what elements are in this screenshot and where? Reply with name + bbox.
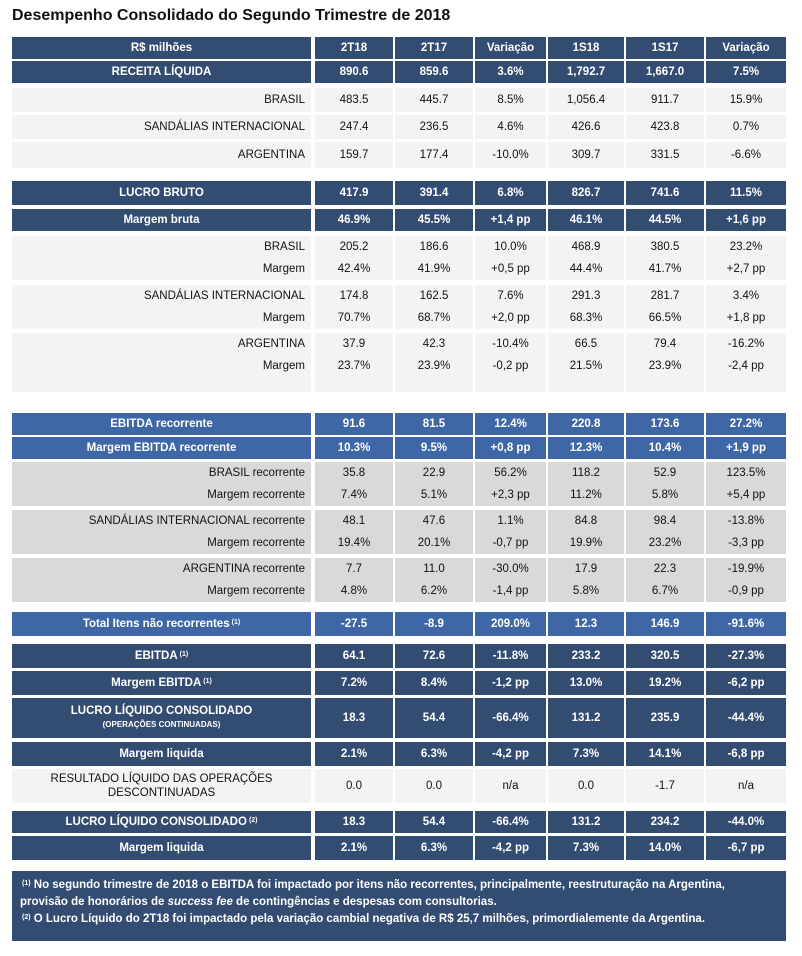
table-cell: -6,2 pp bbox=[706, 671, 786, 695]
table-cell: 14.0% bbox=[626, 836, 704, 860]
table-cell: 0.7% bbox=[706, 115, 786, 139]
table-cell: 123.5% bbox=[706, 462, 786, 484]
table-cell: 18.3 bbox=[315, 698, 393, 738]
table-cell: -66.4% bbox=[475, 698, 546, 738]
table-cell: +2,0 pp bbox=[475, 307, 546, 329]
table-cell: +1,8 pp bbox=[706, 307, 786, 329]
row-label bbox=[12, 644, 311, 668]
row-label-text: BRASIL bbox=[264, 241, 305, 253]
table-cell: 23.7% bbox=[315, 355, 393, 377]
table-cell: 23.9% bbox=[395, 355, 473, 377]
table-cell: 23.2% bbox=[626, 532, 704, 554]
column-header: 1S17 bbox=[626, 37, 704, 59]
table-cell: 19.4% bbox=[315, 532, 393, 554]
table-cell: 445.7 bbox=[395, 88, 473, 112]
page-title: Desempenho Consolidado do Segundo Trimestre de 2018 bbox=[12, 7, 451, 24]
table-cell: 146.9 bbox=[626, 612, 704, 636]
row-label-text: BRASIL bbox=[264, 94, 305, 106]
table-cell: 79.4 bbox=[626, 333, 704, 355]
table-cell: 468.9 bbox=[548, 236, 624, 258]
table-cell: 118.2 bbox=[548, 462, 624, 484]
footnotes bbox=[12, 871, 786, 941]
table-cell: 72.6 bbox=[395, 644, 473, 668]
table-cell bbox=[395, 377, 473, 392]
row-label bbox=[12, 612, 311, 636]
table-cell: -11.8% bbox=[475, 644, 546, 668]
table-cell: 15.9% bbox=[706, 88, 786, 112]
table-cell: 44.5% bbox=[626, 209, 704, 231]
row-label bbox=[12, 510, 311, 532]
table-cell: 4.6% bbox=[475, 115, 546, 139]
table-cell: 0.0 bbox=[395, 769, 473, 803]
table-cell: 1,667.0 bbox=[626, 61, 704, 83]
column-header: R$ milhões bbox=[12, 37, 311, 59]
row-label bbox=[12, 836, 311, 860]
table-cell: 11.5% bbox=[706, 181, 786, 205]
table-cell: 19.2% bbox=[626, 671, 704, 695]
table-cell: 911.7 bbox=[626, 88, 704, 112]
row-label-text: EBITDA recorrente bbox=[110, 418, 213, 430]
table-cell: -19.9% bbox=[706, 558, 786, 580]
table-cell: -91.6% bbox=[706, 612, 786, 636]
table-cell: 23.2% bbox=[706, 236, 786, 258]
footnote-2: $^{(2)}$ O Lucro Líquido do 2T18 foi impactado pela variação cambial negativa de R$ 25,7 milhões, primordialemente da Argentina. bbox=[22, 913, 705, 925]
table-cell: 56.2% bbox=[475, 462, 546, 484]
row-label bbox=[12, 355, 311, 377]
row-label-text: Margem bbox=[262, 263, 305, 275]
table-cell: 7.5% bbox=[706, 61, 786, 83]
column-header: Variação bbox=[475, 37, 546, 59]
row-label-text: Total Itens não recorrentes bbox=[82, 618, 230, 630]
table-cell: 20.1% bbox=[395, 532, 473, 554]
table-cell: 52.9 bbox=[626, 462, 704, 484]
table-cell bbox=[626, 377, 704, 392]
table-cell: 4.8% bbox=[315, 580, 393, 602]
table-cell: -66.4% bbox=[475, 811, 546, 833]
row-label-text: EBITDA bbox=[134, 650, 178, 662]
table-cell: 6.7% bbox=[626, 580, 704, 602]
row-label-text: SANDÁLIAS INTERNACIONAL bbox=[143, 121, 305, 133]
table-cell: 131.2 bbox=[548, 811, 624, 833]
row-label-text: Margem recorrente bbox=[207, 585, 305, 597]
row-label-text: RESULTADO LÍQUIDO DAS OPERAÇÕES bbox=[50, 773, 273, 785]
table-cell: 41.7% bbox=[626, 258, 704, 280]
table-cell: 10.0% bbox=[475, 236, 546, 258]
table-cell: -3,3 pp bbox=[706, 532, 786, 554]
table-cell: 41.9% bbox=[395, 258, 473, 280]
row-label-text: Margem EBITDA bbox=[111, 677, 202, 689]
table-cell: 17.9 bbox=[548, 558, 624, 580]
table-cell: 890.6 bbox=[315, 61, 393, 83]
table-cell: 11.0 bbox=[395, 558, 473, 580]
table-cell: +1,6 pp bbox=[706, 209, 786, 231]
table-cell: 66.5% bbox=[626, 307, 704, 329]
table-cell: 220.8 bbox=[548, 413, 624, 435]
table-cell: 68.7% bbox=[395, 307, 473, 329]
row-label-text: LUCRO BRUTO bbox=[119, 187, 204, 199]
table-cell: 47.6 bbox=[395, 510, 473, 532]
table-cell: 81.5 bbox=[395, 413, 473, 435]
table-cell: 91.6 bbox=[315, 413, 393, 435]
table-cell: +1,9 pp bbox=[706, 437, 786, 459]
table-cell: 11.2% bbox=[548, 484, 624, 506]
table-cell: 12.3 bbox=[548, 612, 624, 636]
table-cell: 19.9% bbox=[548, 532, 624, 554]
table-cell: -1,2 pp bbox=[475, 671, 546, 695]
table-cell: 281.7 bbox=[626, 285, 704, 307]
table-cell: 741.6 bbox=[626, 181, 704, 205]
column-header: 1S18 bbox=[548, 37, 624, 59]
table-cell: 6.3% bbox=[395, 742, 473, 766]
row-label bbox=[12, 285, 311, 307]
footnote-marker: (1) bbox=[179, 650, 189, 658]
footnote-marker: (1) bbox=[203, 677, 212, 685]
table-cell: 7.6% bbox=[475, 285, 546, 307]
table-cell: -2,4 pp bbox=[706, 355, 786, 377]
table-cell: 174.8 bbox=[315, 285, 393, 307]
table-cell: 54.4 bbox=[395, 698, 473, 738]
table-cell: +2,7 pp bbox=[706, 258, 786, 280]
column-header: 2T17 bbox=[395, 37, 473, 59]
row-label-text: Margem liquida bbox=[119, 748, 204, 760]
row-label-text: Margem liquida bbox=[119, 842, 204, 854]
table-cell: 98.4 bbox=[626, 510, 704, 532]
table-cell: -44.0% bbox=[706, 811, 786, 833]
table-cell: 236.5 bbox=[395, 115, 473, 139]
row-label bbox=[12, 413, 311, 435]
table-cell: 7.3% bbox=[548, 836, 624, 860]
row-label-subtext: (OPERAÇÕES CONTINUADAS) bbox=[102, 720, 221, 729]
row-label-text: Margem bbox=[262, 312, 305, 324]
row-label bbox=[12, 769, 311, 803]
row-label bbox=[12, 209, 311, 231]
row-label-subtext: DESCONTINUADAS bbox=[107, 787, 216, 799]
table-cell: -6,8 pp bbox=[706, 742, 786, 766]
row-label bbox=[12, 558, 311, 580]
table-cell: -6.6% bbox=[706, 142, 786, 168]
table-cell: -1.7 bbox=[626, 769, 704, 803]
row-label bbox=[12, 181, 311, 205]
table-cell: 209.0% bbox=[475, 612, 546, 636]
table-cell: 42.4% bbox=[315, 258, 393, 280]
table-cell: -0,9 pp bbox=[706, 580, 786, 602]
table-cell: 233.2 bbox=[548, 644, 624, 668]
row-label-text: Margem recorrente bbox=[207, 489, 305, 501]
table-cell: 162.5 bbox=[395, 285, 473, 307]
table-cell: 8.4% bbox=[395, 671, 473, 695]
table-cell: -10.0% bbox=[475, 142, 546, 168]
row-label-text: Margem EBITDA recorrente bbox=[86, 442, 237, 454]
table-cell: 1,056.4 bbox=[548, 88, 624, 112]
table-cell: +2,3 pp bbox=[475, 484, 546, 506]
table-cell: 7.2% bbox=[315, 671, 393, 695]
column-header: 2T18 bbox=[315, 37, 393, 59]
table-cell: 2.1% bbox=[315, 836, 393, 860]
footnote-marker: (1) bbox=[231, 618, 241, 626]
table-cell: -4,2 pp bbox=[475, 836, 546, 860]
table-cell: 1.1% bbox=[475, 510, 546, 532]
row-label-text: LUCRO LÍQUIDO CONSOLIDADO bbox=[65, 816, 247, 828]
table-cell: -13.8% bbox=[706, 510, 786, 532]
table-cell: 27.2% bbox=[706, 413, 786, 435]
table-cell: -27.3% bbox=[706, 644, 786, 668]
row-label bbox=[12, 671, 311, 695]
table-cell: 173.6 bbox=[626, 413, 704, 435]
table-cell: 234.2 bbox=[626, 811, 704, 833]
table-cell: 7.3% bbox=[548, 742, 624, 766]
table-cell: 22.9 bbox=[395, 462, 473, 484]
table-cell: 18.3 bbox=[315, 811, 393, 833]
row-label bbox=[12, 532, 311, 554]
row-label bbox=[12, 258, 311, 280]
table-cell: -30.0% bbox=[475, 558, 546, 580]
table-cell: 8.5% bbox=[475, 88, 546, 112]
row-label bbox=[12, 61, 311, 83]
table-cell: 6.2% bbox=[395, 580, 473, 602]
table-cell: 0.0 bbox=[315, 769, 393, 803]
row-label-text: Margem bruta bbox=[123, 214, 200, 226]
table-cell: 1,792.7 bbox=[548, 61, 624, 83]
table-cell: 66.5 bbox=[548, 333, 624, 355]
row-label-text: Margem bbox=[262, 360, 305, 372]
table-cell bbox=[706, 377, 786, 392]
table-cell: 6.3% bbox=[395, 836, 473, 860]
row-label-text: RECEITA LÍQUIDA bbox=[111, 66, 212, 78]
table-cell: 12.4% bbox=[475, 413, 546, 435]
table-cell: 9.5% bbox=[395, 437, 473, 459]
table-cell bbox=[548, 377, 624, 392]
table-cell: -1,4 pp bbox=[475, 580, 546, 602]
table-cell: 21.5% bbox=[548, 355, 624, 377]
row-label-text: LUCRO LÍQUIDO CONSOLIDADO bbox=[70, 705, 253, 717]
table-cell: 309.7 bbox=[548, 142, 624, 168]
table-cell: +0,8 pp bbox=[475, 437, 546, 459]
table-cell: 2.1% bbox=[315, 742, 393, 766]
table-cell: 5.8% bbox=[548, 580, 624, 602]
table-cell: 859.6 bbox=[395, 61, 473, 83]
table-cell: 186.6 bbox=[395, 236, 473, 258]
table-cell: 7.4% bbox=[315, 484, 393, 506]
row-label bbox=[12, 484, 311, 506]
table-cell: +0,5 pp bbox=[475, 258, 546, 280]
table-cell: 68.3% bbox=[548, 307, 624, 329]
row-label bbox=[12, 88, 311, 112]
row-label bbox=[12, 377, 311, 392]
table-cell: 235.9 bbox=[626, 698, 704, 738]
table-cell: 12.3% bbox=[548, 437, 624, 459]
table-cell: 320.5 bbox=[626, 644, 704, 668]
table-cell: 46.1% bbox=[548, 209, 624, 231]
table-cell: 291.3 bbox=[548, 285, 624, 307]
table-cell bbox=[315, 377, 393, 392]
row-label bbox=[12, 698, 311, 738]
row-label bbox=[12, 115, 311, 139]
row-label-text: ARGENTINA bbox=[237, 149, 305, 161]
table-cell: 70.7% bbox=[315, 307, 393, 329]
table-cell: 10.3% bbox=[315, 437, 393, 459]
table-cell: 5.8% bbox=[626, 484, 704, 506]
table-cell: 84.8 bbox=[548, 510, 624, 532]
table-cell: 46.9% bbox=[315, 209, 393, 231]
row-label bbox=[12, 580, 311, 602]
table-cell: 35.8 bbox=[315, 462, 393, 484]
table-cell: -44.4% bbox=[706, 698, 786, 738]
table-cell: 37.9 bbox=[315, 333, 393, 355]
row-label-text: SANDÁLIAS INTERNACIONAL bbox=[143, 290, 305, 302]
row-label bbox=[12, 236, 311, 258]
table-cell: 131.2 bbox=[548, 698, 624, 738]
row-label bbox=[12, 811, 311, 833]
table-cell: 423.8 bbox=[626, 115, 704, 139]
footnote-marker: (2) bbox=[248, 816, 258, 824]
row-label-text: ARGENTINA recorrente bbox=[182, 563, 305, 575]
table-cell: 0.0 bbox=[548, 769, 624, 803]
table-cell: 10.4% bbox=[626, 437, 704, 459]
table-cell: 3.6% bbox=[475, 61, 546, 83]
table-cell: -10.4% bbox=[475, 333, 546, 355]
table-cell: -0,7 pp bbox=[475, 532, 546, 554]
row-label bbox=[12, 142, 311, 168]
footnote-1: $^{(1)}$ No segundo trimestre de 2018 o EBITDA foi impactado por itens não recorrentes, principalmente, reestruturação na Argentina, provisão de honorários de success fee de contingências e despesas com consultorias. bbox=[20, 879, 725, 908]
table-cell: n/a bbox=[706, 769, 786, 803]
row-label bbox=[12, 307, 311, 329]
row-label bbox=[12, 437, 311, 459]
table-cell: 417.9 bbox=[315, 181, 393, 205]
table-cell: 205.2 bbox=[315, 236, 393, 258]
row-label bbox=[12, 742, 311, 766]
table-cell: -27.5 bbox=[315, 612, 393, 636]
table-cell: 6.8% bbox=[475, 181, 546, 205]
row-label-text: SANDÁLIAS INTERNACIONAL recorrente bbox=[88, 515, 305, 527]
table-cell: 7.7 bbox=[315, 558, 393, 580]
table-cell: 54.4 bbox=[395, 811, 473, 833]
table-cell: 426.6 bbox=[548, 115, 624, 139]
table-cell: 826.7 bbox=[548, 181, 624, 205]
table-cell: 23.9% bbox=[626, 355, 704, 377]
table-cell: 44.4% bbox=[548, 258, 624, 280]
table-cell: n/a bbox=[475, 769, 546, 803]
table-cell: 391.4 bbox=[395, 181, 473, 205]
table-cell: 177.4 bbox=[395, 142, 473, 168]
table-cell: 22.3 bbox=[626, 558, 704, 580]
table-cell bbox=[475, 377, 546, 392]
table-cell: +1,4 pp bbox=[475, 209, 546, 231]
table-cell: 331.5 bbox=[626, 142, 704, 168]
table-cell: 64.1 bbox=[315, 644, 393, 668]
row-label bbox=[12, 333, 311, 355]
table-cell: 14.1% bbox=[626, 742, 704, 766]
table-cell: -8.9 bbox=[395, 612, 473, 636]
table-cell: 159.7 bbox=[315, 142, 393, 168]
table-cell: 13.0% bbox=[548, 671, 624, 695]
table-cell: 247.4 bbox=[315, 115, 393, 139]
column-header: Variação bbox=[706, 37, 786, 59]
table-cell: +5,4 pp bbox=[706, 484, 786, 506]
table-cell: -6,7 pp bbox=[706, 836, 786, 860]
table-cell: -0,2 pp bbox=[475, 355, 546, 377]
row-label bbox=[12, 462, 311, 484]
table-cell: 5.1% bbox=[395, 484, 473, 506]
row-label-text: ARGENTINA bbox=[237, 338, 305, 350]
table-cell: 45.5% bbox=[395, 209, 473, 231]
table-cell: -4,2 pp bbox=[475, 742, 546, 766]
row-label-text: Margem recorrente bbox=[207, 537, 305, 549]
table-cell: -16.2% bbox=[706, 333, 786, 355]
table-cell: 48.1 bbox=[315, 510, 393, 532]
table-cell: 483.5 bbox=[315, 88, 393, 112]
table-cell: 380.5 bbox=[626, 236, 704, 258]
row-label-text: BRASIL recorrente bbox=[208, 467, 305, 479]
table-cell: 42.3 bbox=[395, 333, 473, 355]
table-cell: 3.4% bbox=[706, 285, 786, 307]
